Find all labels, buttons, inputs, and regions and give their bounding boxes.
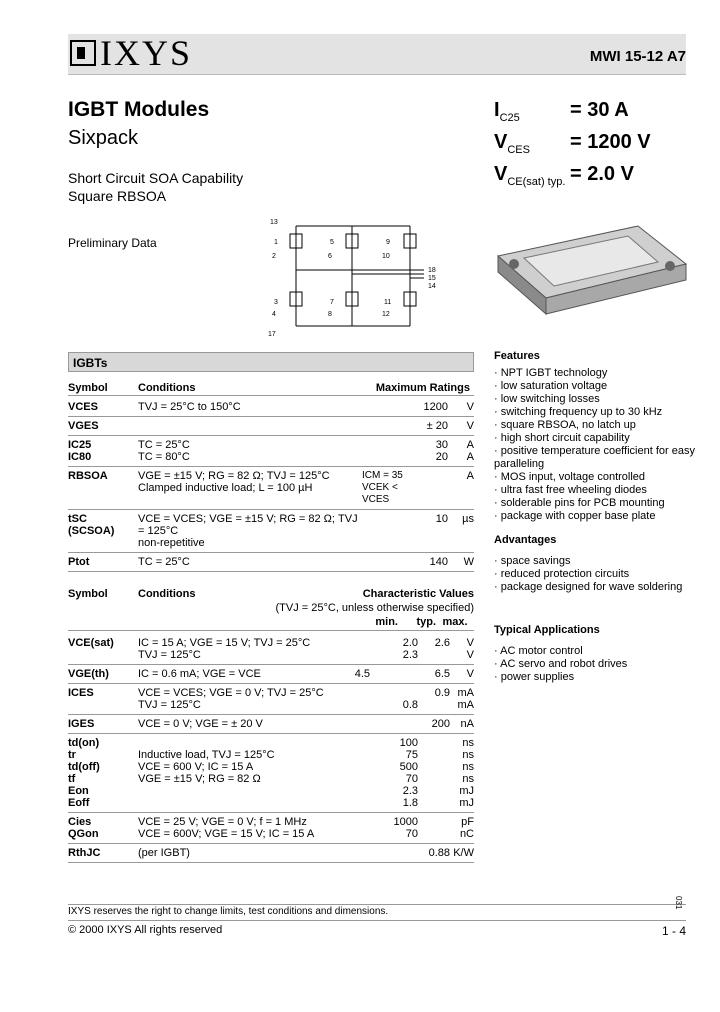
footer-divider	[68, 904, 686, 905]
page-subtitle: Sixpack	[68, 127, 139, 149]
char-note: (TVJ = 25°C, unless otherwise specified)	[275, 602, 474, 614]
table-row	[68, 553, 474, 572]
cell-unit: mA mA	[457, 687, 474, 711]
applications-list	[494, 645, 627, 684]
cell-max: 2.6	[434, 637, 450, 649]
table-row	[68, 684, 474, 715]
cell-conditions: TC = 25°C TC = 80°C	[138, 439, 190, 463]
cell-symbol: tSC (SCSOA)	[68, 513, 115, 537]
rating-sym: V	[494, 163, 508, 185]
cell-unit: A	[466, 470, 474, 482]
rating-value: = 2.0 V	[570, 163, 634, 185]
cell-value: 10	[435, 513, 448, 525]
section-igbts: IGBTs	[68, 352, 474, 372]
footer-divider-2	[68, 920, 686, 921]
cell-symbol: VCE(sat)	[68, 637, 114, 649]
cell-conditions: VCE = VCES; VGE = ±15 V; RG = 82 Ω; TVJ = 125°C non-repetitive	[138, 513, 358, 549]
cell-conditions: VGE = ±15 V; RG = 82 Ω; TVJ = 125°C Clamped inductive load; L = 100 µH	[138, 470, 330, 494]
pin-label: 4	[272, 311, 276, 318]
cell-value	[422, 470, 448, 506]
pin-label: 14	[428, 283, 436, 290]
col-header: Maximum Ratings	[375, 382, 470, 394]
pin-label: 2	[272, 253, 276, 260]
cell-min	[350, 718, 370, 730]
cell-conditions: VCE = 25 V; VGE = 0 V; f = 1 MHz VCE = 600V; VGE = 15 V; IC = 15 A	[138, 816, 315, 840]
cell-min	[350, 737, 370, 809]
features-list	[494, 367, 720, 523]
pin-label: 9	[386, 239, 390, 246]
cell-typ	[370, 847, 418, 859]
cell-typ: 2.0 2.3	[402, 637, 418, 661]
list-item: · low saturation voltage	[494, 380, 720, 393]
rating-value: = 1200 V	[570, 131, 651, 153]
pin-label: 13	[270, 219, 278, 226]
preliminary-label: Preliminary Data	[68, 236, 157, 250]
table-row	[68, 436, 474, 467]
list-item: · NPT IGBT technology	[494, 367, 720, 380]
list-item: · power supplies	[494, 671, 627, 684]
cell-extra: ICM = 35 VCEK < VCES	[362, 470, 403, 505]
cell-max	[418, 816, 450, 840]
col-header: Characteristic Values	[362, 588, 474, 600]
cell-symbol: VGE(th)	[68, 668, 109, 680]
cell-typ: 100 75 500 70 2.3 1.8	[399, 737, 418, 809]
footer-code: 031	[674, 896, 683, 910]
table-row	[68, 634, 474, 665]
rating-sym: V	[494, 131, 508, 153]
cell-unit: µs	[462, 513, 474, 525]
cell-conditions: Inductive load, TVJ = 125°C VCE = 600 V; IC = 15 A VGE = ±15 V; RG = 82 Ω	[138, 749, 275, 785]
col-header: Symbol	[68, 382, 108, 394]
pin-label: 3	[274, 299, 278, 306]
cell-symbol: VCES	[68, 401, 98, 413]
pin-label: 15	[428, 275, 436, 282]
cell-min	[350, 816, 370, 840]
pin-label: 5	[330, 239, 334, 246]
cell-value: 140	[429, 556, 448, 568]
feature-line-2: Square RBSOA	[68, 188, 167, 204]
cell-extra	[362, 439, 422, 463]
table-row	[68, 665, 474, 684]
cell-max: 200	[431, 718, 450, 730]
cell-typ: 0.8	[402, 699, 418, 711]
circuit-diagram	[264, 214, 444, 340]
char-subheader	[68, 616, 474, 631]
cell-symbol: ICES	[68, 687, 94, 699]
list-item: · solderable pins for PCB mounting	[494, 497, 720, 510]
logo-text: IXYS	[100, 33, 193, 73]
table-row	[68, 510, 474, 553]
key-ratings	[494, 98, 651, 194]
cell-value: 1200	[423, 401, 448, 413]
pin-label: 8	[328, 311, 332, 318]
pin-label: 11	[384, 299, 392, 306]
list-item: · ultra fast free wheeling diodes	[494, 484, 720, 497]
max-rows-container	[68, 398, 474, 572]
cell-conditions: (per IGBT)	[138, 847, 190, 859]
col-min: min.	[375, 616, 398, 628]
table-row	[68, 844, 474, 863]
cell-conditions: IC = 15 A; VGE = 15 V; TVJ = 25°C TVJ = 125°C	[138, 637, 311, 661]
cell-extra	[362, 401, 422, 413]
table-row	[68, 467, 474, 510]
igbt-column-1	[290, 226, 302, 326]
igbt-column-2	[346, 226, 358, 326]
cell-value: ± 20	[426, 420, 448, 432]
pin-label: 1	[274, 239, 278, 246]
col-header: Conditions	[138, 382, 196, 394]
table-row	[68, 813, 474, 844]
cell-symbol: td(on) tr td(off) tf Eon Eoff	[68, 737, 100, 809]
part-number: MWI 15-12 A7	[589, 48, 686, 65]
footer-copyright: © 2000 IXYS All rights reserved	[68, 924, 223, 936]
list-item: · switching frequency up to 30 kHz	[494, 406, 720, 419]
list-item: · AC motor control	[494, 645, 627, 658]
table-row	[68, 417, 474, 436]
table-row	[68, 715, 474, 734]
cell-unit: V	[466, 420, 474, 432]
cell-unit: W	[463, 556, 474, 568]
advantages-list	[494, 555, 682, 594]
cell-unit: pF nC	[459, 816, 474, 840]
cell-min	[350, 687, 370, 711]
char-rows-container	[68, 634, 474, 863]
list-item: · space savings	[494, 555, 682, 568]
cell-max: 0.9	[434, 687, 450, 699]
cell-unit: V	[466, 668, 474, 680]
cell-symbol: IC25 IC80	[68, 439, 92, 463]
footer-notice: IXYS reserves the right to change limits, test conditions and dimensions.	[68, 906, 389, 917]
list-item: · reduced protection circuits	[494, 568, 682, 581]
cell-extra	[362, 420, 422, 432]
applications-section	[494, 624, 627, 684]
cell-conditions: TC = 25°C	[138, 556, 190, 568]
pin-label: 17	[268, 331, 276, 338]
cell-conditions: VCE = VCES; VGE = 0 V; TVJ = 25°C TVJ = 125°C	[138, 687, 324, 711]
advantages-section	[494, 534, 682, 594]
cell-min: 4.5	[354, 668, 370, 680]
cell-symbol: RBSOA	[68, 470, 108, 482]
applications-title: Typical Applications	[494, 624, 600, 636]
cell-unit: A A	[466, 439, 474, 463]
list-item: · package with copper base plate	[494, 510, 720, 523]
logo-mark-icon	[70, 40, 96, 66]
cell-max: 0.88	[428, 847, 450, 859]
cell-unit: K/W	[453, 847, 474, 859]
cell-unit: V	[466, 401, 474, 413]
cell-min	[350, 637, 370, 661]
list-item: · AC servo and robot drives	[494, 658, 627, 671]
list-item: · high short circuit capability	[494, 432, 720, 445]
pin-label: 7	[330, 299, 334, 306]
cell-max: 6.5	[434, 668, 450, 680]
col-max: max.	[442, 616, 468, 628]
cell-unit: ns ns ns ns mJ mJ	[459, 737, 474, 809]
cell-symbol: Ptot	[68, 556, 90, 568]
features-section	[494, 350, 720, 523]
cell-typ: 1000 70	[393, 816, 418, 840]
cell-extra	[362, 556, 422, 568]
char-header	[68, 588, 474, 600]
page-title: IGBT Modules	[68, 98, 210, 121]
cell-conditions	[138, 420, 362, 432]
list-item: · low switching losses	[494, 393, 720, 406]
col-header: Conditions	[138, 588, 196, 600]
cell-symbol: Cies QGon	[68, 816, 99, 840]
feature-line-1: Short Circuit SOA Capability	[68, 170, 244, 186]
cell-unit: V V	[466, 637, 474, 661]
rating-value: = 30 A	[570, 99, 629, 121]
cell-conditions: VCE = 0 V; VGE = ± 20 V	[138, 718, 263, 730]
cell-value: 30 20	[435, 439, 448, 463]
cell-symbol: IGES	[68, 718, 95, 730]
ixys-logo	[70, 33, 193, 73]
list-item: · square RBSOA, no latch up	[494, 419, 720, 432]
rating-sub: CES	[507, 144, 530, 156]
rating-sym: I	[494, 99, 500, 121]
col-typ: typ.	[416, 616, 436, 628]
cell-typ	[370, 718, 418, 730]
pin-label: 18	[428, 267, 436, 274]
cell-unit: nA	[460, 718, 474, 730]
table-row	[68, 398, 474, 417]
cell-symbol: VGES	[68, 420, 99, 432]
list-item: · package designed for wave soldering	[494, 581, 682, 594]
char-rows	[68, 634, 474, 863]
max-ratings-rows	[68, 398, 474, 572]
cell-conditions: IC = 0.6 mA; VGE = VCE	[138, 668, 261, 680]
cell-conditions: TVJ = 25°C to 150°C	[138, 401, 241, 413]
features-title: Features	[494, 350, 540, 362]
cell-symbol: RthJC	[68, 847, 101, 859]
igbt-column-3	[404, 226, 416, 326]
rating-sub: C25	[499, 112, 520, 124]
cell-max	[418, 737, 450, 809]
list-item: · positive temperature coefficient for easy paralleling	[494, 445, 720, 471]
advantages-title: Advantages	[494, 534, 557, 546]
col-header: Symbol	[68, 588, 108, 600]
module-photo	[488, 216, 688, 324]
cell-typ	[370, 668, 418, 680]
rating-sub: CE(sat) typ.	[507, 176, 566, 188]
list-item: · MOS input, voltage controlled	[494, 471, 720, 484]
table-row	[68, 734, 474, 813]
page-number: 1 - 4	[661, 924, 686, 938]
pin-label: 6	[328, 253, 332, 260]
max-ratings-table	[68, 382, 474, 396]
pin-label: 12	[382, 311, 390, 318]
cell-extra	[362, 513, 422, 549]
pin-label: 10	[382, 253, 390, 260]
cell-min	[350, 847, 370, 859]
